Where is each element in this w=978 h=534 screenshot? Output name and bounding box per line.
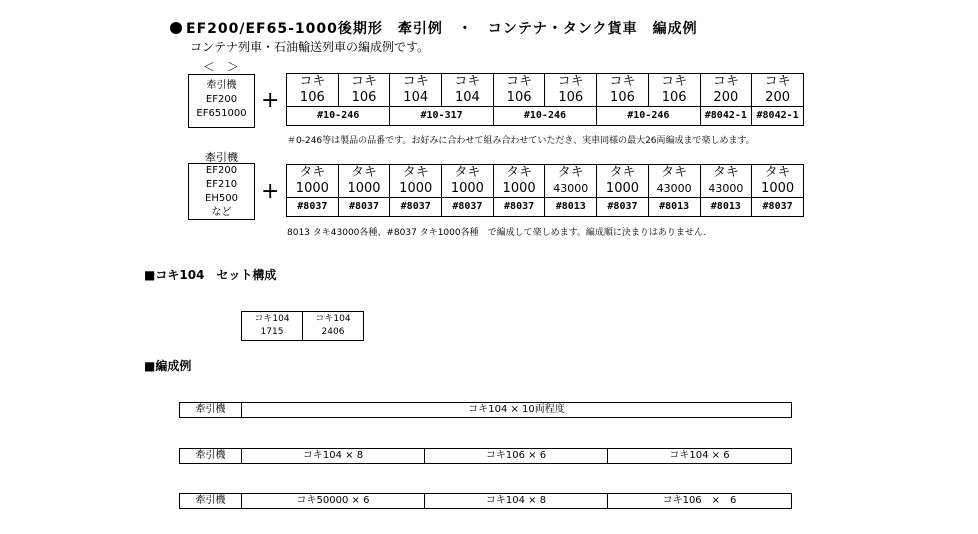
car-type: コキ <box>557 74 584 89</box>
car-cell <box>700 165 752 198</box>
set-item-number: 2406 <box>321 327 345 337</box>
row2-loco-line: EH500 <box>205 193 238 204</box>
car-type: コキ <box>764 74 791 89</box>
product-number: #10-246 <box>493 107 596 126</box>
car-type: コキ <box>454 74 481 89</box>
example-row <box>179 402 792 418</box>
row2-plus: + <box>261 179 280 204</box>
car-cell <box>648 74 700 107</box>
car-cell <box>442 165 494 198</box>
car-type: コキ <box>506 74 533 89</box>
row1-plus: + <box>261 88 280 113</box>
car-model: 200 <box>765 90 790 105</box>
row2-loco-label: 牽引機 <box>205 151 238 164</box>
car-cell <box>752 74 804 107</box>
row2-loco-line: EF210 <box>205 179 238 190</box>
car-cell <box>597 165 649 198</box>
row1-loco-line: EF651000 <box>196 108 247 119</box>
row2-note: 8013 タキ43000各種、#8037 タキ1000各種 で編成して楽しめます。編成順に決まりはありません. <box>287 228 706 238</box>
example-loco-cell: 牽引機 <box>180 494 242 509</box>
car-type: タキ <box>506 165 533 180</box>
car-type: タキ <box>299 165 326 180</box>
set-item-name: コキ104 <box>315 314 351 324</box>
car-cell <box>700 74 752 107</box>
car-model: 1000 <box>502 181 536 196</box>
product-number: #8037 <box>390 198 442 217</box>
row2-car-table <box>286 164 804 217</box>
row1-loco-line: EF200 <box>205 94 238 105</box>
car-model: 1000 <box>605 181 640 196</box>
row1-car-table <box>286 73 804 126</box>
example-loco-cell: 牽引機 <box>180 403 242 418</box>
car-type: タキ <box>712 165 739 180</box>
set-item-number: 1715 <box>260 327 284 337</box>
car-model: 106 <box>351 90 377 105</box>
row1-loco-box <box>188 74 255 128</box>
car-type: タキ <box>402 165 429 180</box>
car-type: タキ <box>351 165 378 180</box>
set-item <box>242 312 303 341</box>
row1-note: ＃0-246等は製品の品番です。お好みに合わせて組み合わせていただき、実車同様の最大26両編成まで楽しめます。 <box>287 136 755 146</box>
example-loco-cell: 牽引機 <box>180 449 242 464</box>
car-model: 200 <box>713 90 739 105</box>
car-cell <box>545 165 597 198</box>
car-type: タキ <box>454 165 481 180</box>
example-car-cell: コキ50000 × 6 <box>242 494 425 509</box>
car-model: 1000 <box>761 181 795 196</box>
example-car-cell: コキ104 × 8 <box>242 449 425 464</box>
car-cell <box>390 165 442 198</box>
example-row <box>179 448 792 464</box>
example-car-cell: コキ106 × 6 <box>425 449 608 464</box>
car-model: 106 <box>299 90 325 105</box>
example-car-cell: コキ106 × 6 <box>608 494 792 509</box>
product-number: #8037 <box>752 198 804 217</box>
set-item-name: コキ104 <box>254 314 290 324</box>
nav-arrows[interactable]: ＜ ＞ <box>203 60 243 74</box>
car-model: 43000 <box>656 182 692 195</box>
product-number: #8013 <box>648 198 700 217</box>
car-model: 1000 <box>399 181 433 196</box>
row2-loco-line: など <box>211 207 232 218</box>
product-number: #8013 <box>700 198 752 217</box>
row2-loco-box <box>188 163 255 220</box>
product-number: #8037 <box>597 198 649 217</box>
page-title-text: EF200/EF65-1000後期形 牽引例 ・ コンテナ・タンク貨車 編成例 <box>186 21 698 37</box>
example-heading: ■編成例 <box>144 359 192 373</box>
car-model: 106 <box>558 90 584 105</box>
product-number: #8037 <box>338 198 390 217</box>
car-cell <box>752 165 804 198</box>
car-type: タキ <box>609 165 636 180</box>
page-subtitle: コンテナ列車・石油輸送列車の編成例です。 <box>190 40 430 54</box>
car-type: タキ <box>557 165 584 180</box>
car-type: コキ <box>712 74 739 89</box>
car-model: 106 <box>506 90 532 105</box>
car-model: 43000 <box>708 182 744 195</box>
car-type: コキ <box>351 74 378 89</box>
car-model: 1000 <box>450 181 484 196</box>
product-number: #8013 <box>545 198 597 217</box>
car-model: 1000 <box>295 181 329 196</box>
car-type: タキ <box>764 165 791 180</box>
car-cell <box>338 74 390 107</box>
car-cell <box>648 165 700 198</box>
example-car-cell: コキ104 × 6 <box>608 449 792 464</box>
car-model: 106 <box>661 90 687 105</box>
example-car-cell: コキ104 × 10両程度 <box>242 403 792 418</box>
car-cell <box>493 74 545 107</box>
product-number: #8037 <box>442 198 494 217</box>
car-model: 104 <box>403 90 429 105</box>
product-number: #10-246 <box>287 107 390 126</box>
product-number: #8037 <box>493 198 545 217</box>
car-model: 106 <box>610 90 635 105</box>
car-type: コキ <box>661 74 688 89</box>
car-cell <box>545 74 597 107</box>
example-car-cell: コキ104 × 8 <box>425 494 608 509</box>
car-model: 1000 <box>347 181 381 196</box>
car-model: 104 <box>454 90 480 105</box>
car-cell <box>390 74 442 107</box>
set-item <box>303 312 364 341</box>
page-title <box>170 18 698 38</box>
car-cell <box>287 74 339 107</box>
product-number: #8042-1 <box>752 107 804 126</box>
car-cell <box>597 74 649 107</box>
car-cell <box>287 165 339 198</box>
product-number: #10-246 <box>597 107 700 126</box>
car-cell <box>442 74 494 107</box>
product-number: #8042-1 <box>700 107 752 126</box>
car-type: コキ <box>299 74 326 89</box>
set-heading: ■コキ104 セット構成 <box>144 268 277 282</box>
car-cell <box>493 165 545 198</box>
product-number: #10-317 <box>390 107 493 126</box>
car-type: コキ <box>609 74 636 89</box>
row1-loco-line: 牽引機 <box>206 80 237 91</box>
bullet-icon <box>170 22 182 34</box>
car-type: タキ <box>661 165 688 180</box>
row2-loco-line: EF200 <box>205 165 238 176</box>
example-row <box>179 493 792 509</box>
set-table <box>241 311 364 341</box>
car-cell <box>338 165 390 198</box>
car-model: 43000 <box>553 182 589 195</box>
car-type: コキ <box>402 74 429 89</box>
product-number: #8037 <box>287 198 339 217</box>
